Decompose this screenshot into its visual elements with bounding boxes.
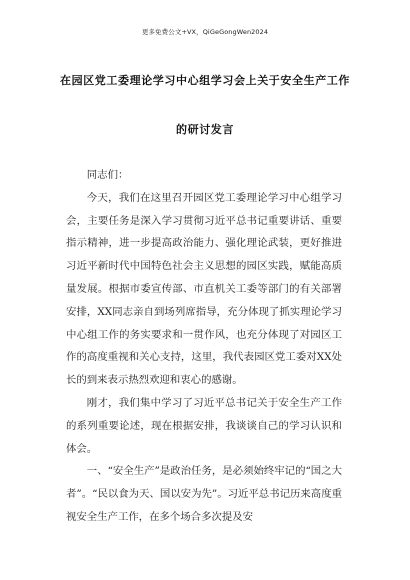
header-note: 更多免费公文+VX，QiGeGongWen2024 bbox=[141, 28, 269, 36]
salutation: 同志们： bbox=[86, 169, 129, 181]
document-body bbox=[66, 164, 342, 529]
paragraph-section-one: 一、“安全生产”是政治任务，是必须始终牢记的“国之大者”。“民以食为天、国以安为先”。习近平总书记历来高度重视安全生产工作，在多个场合多次提及安 bbox=[66, 465, 342, 523]
document-title-line-1: 在园区党工委理论学习中心组学习会上关于安全生产工作 bbox=[60, 74, 350, 87]
paragraph-study: 刚才，我们集中学习了习近平总书记关于安全生产工作的系列重要论述，现在根据安排，我谈谈自己的学习认识和体会。 bbox=[66, 396, 342, 455]
document-title-line-2: 的研讨发言 bbox=[176, 123, 234, 136]
paragraph-opening: 今天，我们在这里召开园区党工委理论学习中心组学习会，主要任务是深入学习贯彻习近平总书记重要讲话、重要指示精神，进一步提高政治能力、强化理论武装，更好推进习近平新时代中国特色社会主义思想的园区实践，赋能高质量发展。根据市委宣传部、市直机关工委等部门的有关部署安排，XX同志亲自到场列席指导，充分体现了抓实理论学习中心组工作的务实要求和一贯作风，也充分体现了对园区工作的高度重视和关心支持，这里，我代表园区党工委对XX处长的到来表示热烈欢迎和衷心的感谢。 bbox=[66, 191, 342, 387]
